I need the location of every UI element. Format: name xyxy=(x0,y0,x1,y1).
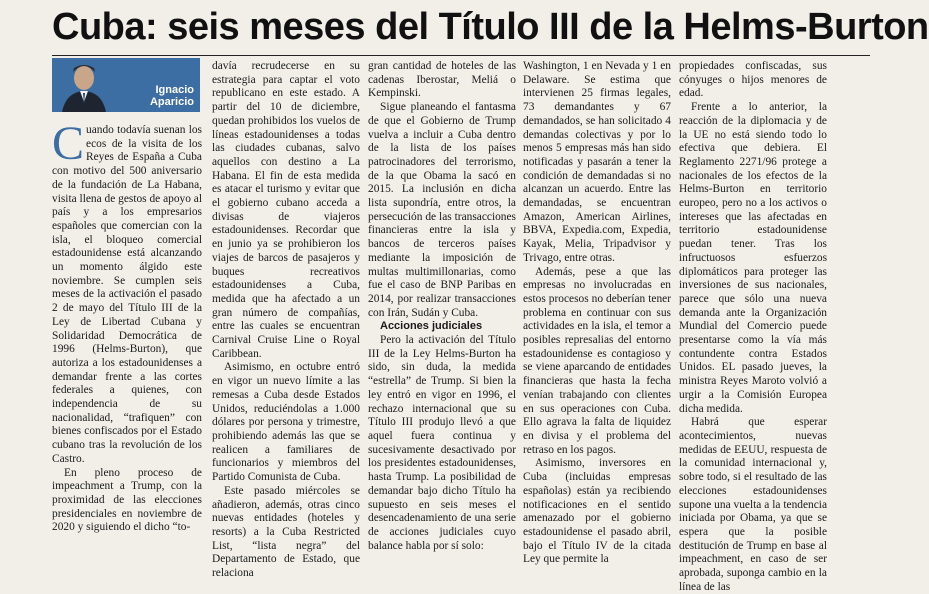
paragraph: Washington, 1 en Nevada y 1 en Delaware. Se estima que intervienen 25 firmas legales, 73 demandantes y 67 demandados, se han solicitado 4 demandas colectivas y por lo menos 5 empresas más han sido notificadas y pasarán a tener la condición de demandadas si no alcanzan un acuerdo. Entre las demandadas, se encuentran Amazon, American Airlines, BBVA, Expedia.com, Expedia, Kayak, Melia, Tripadvisor y Trivago, entre otras. xyxy=(523,60,671,264)
paragraph: propiedades confiscadas, sus cónyuges o hijos menores de edad. xyxy=(679,60,827,100)
paragraph: Este pasado miércoles se añadieron, además, otras cinco nuevas entidades (hoteles y resorts) a la Cuba Restricted List, “lista negra” del Departamento de Estado, que relaciona xyxy=(212,484,360,580)
column-2 xyxy=(212,60,360,580)
headline-rule xyxy=(52,55,870,56)
author-box xyxy=(52,58,200,112)
paragraph: Habrá que esperar acontecimientos, nuevas medidas de EEUU, respuesta de la comunidad internacional y, sobre todo, si el resultado de las elecciones estadounidenses supone una vuelta a la tendencia iniciada por Obama, ya que se espera que la posible destitución de Trump en base al impeachment, en caso de ser aprobada, suponga cambio en la línea de las xyxy=(679,416,827,593)
author-name xyxy=(150,84,194,108)
column-1 xyxy=(52,117,202,534)
column-5 xyxy=(679,60,827,593)
paragraph: Pero la activación del Título III de la Ley Helms-Burton ha sido, sin duda, la medida “estrella” de Trump. Si bien la ley entró en vigor en 1996, el rechazo internacional que su Título III produjo llevó a que aquel fuera continua y sucesivamente desactivado por los presidentes estadounidenses, hasta Trump. La posibilidad de demandar bajo dicho Título ha supuesto en seis meses el desencadenamiento de una serie de acciones judiciales cuyo balance habla por sí solo: xyxy=(368,334,516,552)
paragraph-text: uando todavía suenan los ecos de la visita de los Reyes de España a Cuba con motivo del 500 aniversario de la fundación de La Habana, visita llena de gestos de apoyo al país y a los empresarios españoles que comercian con la isla, el bloqueo comercial estadounidense está alcanzando un momento álgido este noviembre. Se cumplen seis meses de la activación el pasado 2 de mayo del Título III de la Ley de Libertad Cubana y Solidaridad Democrática de 1996 (Helms-Burton), que autoriza a los estadounidenses a demandar frente a las cortes federales a quienes, con independencia de su nacionalidad, “trafiquen” con bienes confiscados por el Estado cubano tras la revolución de los Castro. xyxy=(52,124,202,465)
author-first-name: Ignacio xyxy=(155,84,194,96)
section-subhead: Acciones judiciales xyxy=(380,320,483,333)
paragraph: Frente a lo anterior, la reacción de la diplomacia y de la UE no está siendo todo lo efectiva que debiera. El Reglamento 2271/96 protege a nacionales de los efectos de la Helms-Burton en territorio europeo, pero no a los activos o intereses que las afectadas en territorio estadounidense puedan tener. Tras los infructuosos esfuerzos diplomáticos para proteger las inversiones de sus nacionales, parece que sólo una nueva demanda ante la Organización Mundial del Comercio puede presentarse como la vía más contundente contra Estados Unidos. EL pasado jueves, la ministra Reyes Maroto volvió a urgir a la Comisión Europea dicha medida. xyxy=(679,101,827,415)
paragraph: Asimismo, inversores en Cuba (incluidas empresas españolas) están ya recibiendo notificaciones en el sentido amenazado por el gobierno estadounidense el pasado abril, bajo el Título IV de la citada Ley que permite la xyxy=(523,457,671,566)
paragraph: En pleno proceso de impeachment a Trump, con la proximidad de las elecciones presidenciales en noviembre de 2020 y siguiendo el dicho “to- xyxy=(52,466,202,534)
paragraph: Además, pese a que las empresas no involucradas en estos procesos no deberían tener problema en continuar con sus actividades en la isla, el temor a posibles represalias del entorno estadounidense es contagioso y se viene aparcando de entidades financieras que hasta la fecha venían trabajando con clientes en sus operaciones con Cuba. Ello agrava la falta de liquidez en divisa y el problema del retraso en los pagos. xyxy=(523,265,671,456)
paragraph: Asimismo, en octubre entró en vigor un nuevo límite a las remesas a Cuba desde Estados Unidos, reduciéndolas a 1.000 dólares por persona y trimestre, prohibiendo además las que se realicen a familiares de funcionarios y miembros del Partido Comunista de Cuba. xyxy=(212,361,360,484)
paragraph xyxy=(52,117,202,467)
column-4 xyxy=(523,60,671,566)
paragraph: davía recrudecerse en su estrategia para captar el voto republicano en este estado. A partir del 10 de diciembre, quedan prohibidos los vuelos de líneas estadounidenses a todas las ciudades cubanas, salvo aquellos con destino a La Habana. El fin de esta medida es atacar el turismo y evitar que el gobierno cubano acceda a divisas de viajeros estadounidenses. Recordar que en junio ya se prohibieron los viajes de barcos de pasajeros y buques recreativos estadounidenses a Cuba, medida que ha afectado a un gran número de compañías, entre las cuales se encuentran Carnival Cruise Line o Royal Caribbean. xyxy=(212,60,360,360)
column-3 xyxy=(368,60,516,552)
drop-cap: C xyxy=(52,117,85,170)
author-last-name: Aparicio xyxy=(149,96,194,108)
paragraph: gran cantidad de hoteles de las cadenas Iberostar, Meliá o Kempinski. xyxy=(368,60,516,100)
paragraph: Sigue planeando el fantasma de que el Gobierno de Trump vuelva a incluir a Cuba dentro de la lista de los países patrocinadores del terrorismo, de la que Obama la sacó en 2015. La inclusión en dicha lista supondría, entre otros, la persecución de las transacciones financieras entre la isla y bancos de terceros países mediante la imposición de multas multimillonarias, como fue el caso de BNP Paribas en 2014, por realizar transacciones con Irán, Sudán y Cuba. xyxy=(368,101,516,319)
author-photo xyxy=(56,58,126,112)
headline: Cuba: seis meses del Título III de la Helms-Burton xyxy=(52,6,929,48)
